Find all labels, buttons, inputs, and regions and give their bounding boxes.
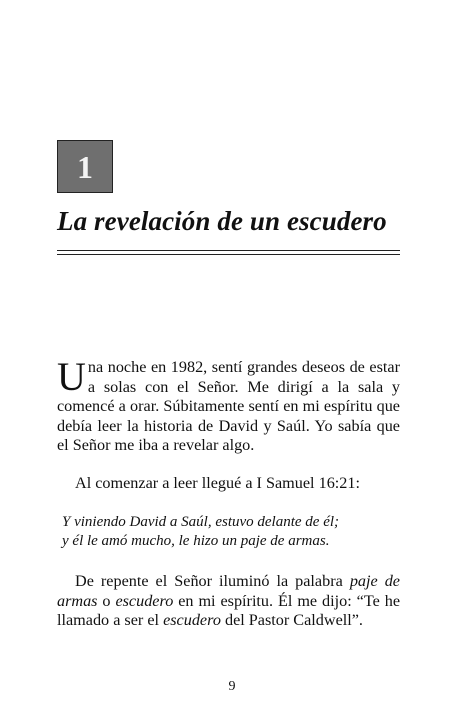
p3-text-b: o — [97, 591, 116, 610]
page-number: 9 — [228, 679, 236, 694]
title-rule-top — [57, 250, 400, 251]
chapter-title: La revelación de un escudero — [57, 206, 387, 236]
chapter-number: 1 — [77, 148, 93, 185]
drop-cap: U — [57, 354, 86, 399]
paragraph-3 — [57, 572, 400, 631]
quote-line-1: Y viniendo David a Saúl, estuvo delante de él; — [62, 514, 340, 530]
p3-emphasis-1: paje de armas — [57, 572, 400, 610]
p3-text-c: en mi espíritu. Él me dijo: “Te he llamado a ser el — [57, 591, 400, 629]
title-rule-bottom — [57, 254, 400, 255]
p3-text-a: De repente el Señor iluminó la palabra — [75, 572, 350, 590]
paragraph-2: Al comenzar a leer llegué a I Samuel 16:21: — [75, 474, 360, 492]
chapter-number-box — [57, 140, 113, 193]
p3-text-d: del Pastor Caldwell”. — [220, 611, 363, 629]
scripture-quote — [62, 513, 392, 551]
paragraph-1-text: na noche en 1982, sentí grandes deseos de estar a solas con el Señor. Me dirigí a la sala y comencé a orar. Súbitamente sentí en mi espíritu que debía leer la historia de David y Saúl. Yo sabía que el Señor me iba a revelar algo. — [57, 358, 400, 454]
quote-line-2: y él le amó mucho, le hizo un paje de armas. — [62, 533, 330, 549]
p3-emphasis-3: escudero — [163, 611, 221, 629]
paragraph-1 — [57, 354, 400, 456]
p3-emphasis-2: escudero — [115, 591, 174, 610]
